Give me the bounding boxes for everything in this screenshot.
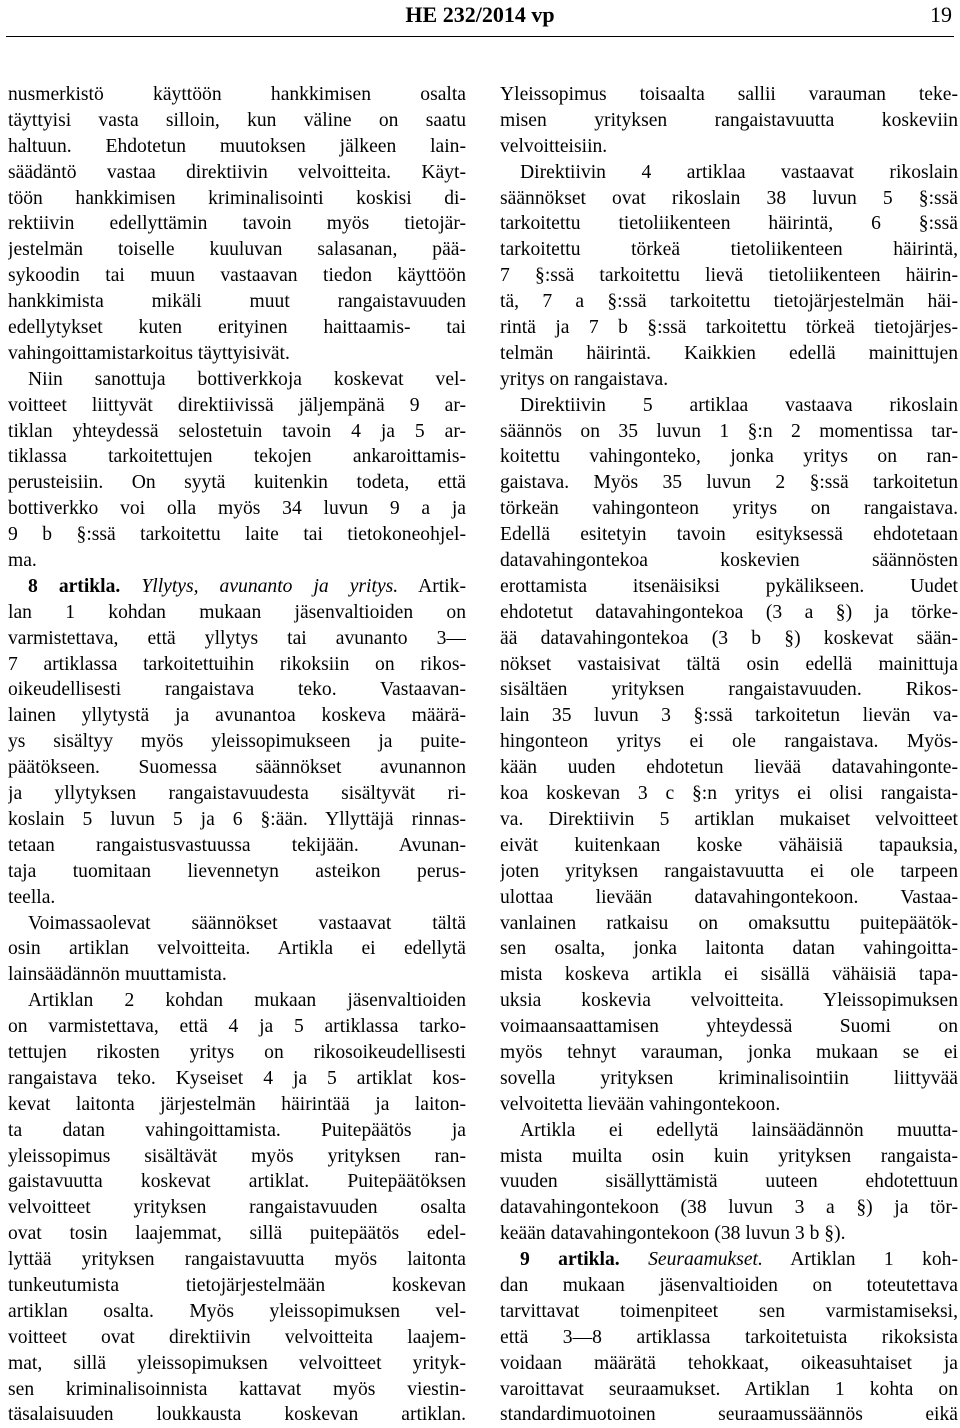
line-text: erottamista itsenäisiksi pykälikseen. Uudet: [500, 575, 958, 597]
text-line: [8, 1247, 466, 1273]
text-line: [500, 1169, 958, 1195]
right-column: [500, 82, 958, 1428]
line-text: Niin sanottuja bottiverkkoja koskevat vel-: [28, 368, 466, 390]
line-text: keään datavahingontekoon (38 luvun 3 b §).: [500, 1223, 846, 1245]
text-line: [500, 1247, 958, 1273]
text-line: [500, 729, 958, 755]
text-line: [500, 367, 958, 393]
line-text: tunkeutumista tietojärjestelmään koskevan: [8, 1274, 466, 1296]
text-line: [8, 1144, 466, 1170]
text-line: [8, 186, 466, 212]
line-text: haltuun. Ehdotetun muutoksen jälkeen lain-: [8, 135, 466, 157]
text-line: [500, 781, 958, 807]
text-line: [8, 962, 466, 988]
text-line: [8, 911, 466, 937]
text-line: [500, 211, 958, 237]
line-text: velvoitteisiin.: [500, 135, 608, 157]
line-text: osin artiklan velvoitteita. Artikla ei edellytä: [8, 938, 466, 960]
section-title: Yllytys, avunanto ja yritys.: [141, 575, 399, 597]
text-line: [8, 108, 466, 134]
text-line: [500, 1092, 958, 1118]
line-text: datavahingontekoa koskevien säännösten: [500, 550, 958, 572]
line-text: tetaan rangaistusvastuussa tekijään. Avunan-: [8, 834, 466, 856]
text-line: [500, 341, 958, 367]
text-line: [500, 1144, 958, 1170]
text-line: [8, 652, 466, 678]
text-line: [8, 470, 466, 496]
text-line: [8, 160, 466, 186]
text-line: [8, 367, 466, 393]
line-text: ehdotetut datavahingontekoa (3 a §) ja törke-: [500, 601, 958, 623]
line-text: yleissopimus sisältävät myös yrityksen ran-: [8, 1145, 466, 1167]
text-line: [8, 1169, 466, 1195]
line-text: dan mukaan jäsenvaltioiden on toteutettava: [500, 1274, 958, 1296]
line-text: standardimuotoinen seuraamussäännös eikä: [500, 1404, 958, 1426]
line-text: eivät kuitenkaan koske vähäisiä tapauksia,: [500, 834, 958, 856]
line-text: uksia koskevia velvoitteita. Yleissopimuksen: [500, 990, 958, 1012]
text-line: [8, 1066, 466, 1092]
text-line: [8, 341, 466, 367]
line-text: että 3—8 artiklassa tarkoitetuista rikoksista: [500, 1326, 958, 1348]
text-line: [8, 419, 466, 445]
line-text: sen kriminalisoinnista kattavat myös viestin-: [8, 1378, 466, 1400]
section-number: 8 artikla.: [28, 575, 121, 597]
line-text: bottiverkko voi olla myös 34 luvun 9 a ja: [8, 498, 466, 520]
line-text: kään uuden ehdotetun lievää datavahingonte-: [500, 757, 958, 779]
line-text: töön hankkimisen kriminalisointi koskisi di-: [8, 187, 466, 209]
line-text: teella.: [8, 886, 56, 908]
text-line: [500, 1014, 958, 1040]
text-line: [500, 315, 958, 341]
line-text: yritys on rangaistava.: [500, 368, 669, 390]
line-text: gaistavuutta koskevat artiklat. Puitepäätöksen: [8, 1171, 466, 1193]
line-text: on varmistettava, että 4 ja 5 artiklassa tarko-: [8, 1016, 466, 1038]
line-text: säännös on 35 luvun 1 §:n 2 momentissa tar-: [500, 420, 958, 442]
document-id: HE 232/2014 vp: [405, 2, 555, 27]
line-text: 7 §:ssä tarkoitettu lievä tietoliikenteen häirin-: [500, 265, 958, 287]
text-line: [8, 703, 466, 729]
text-line: [8, 548, 466, 574]
text-line: [8, 1118, 466, 1144]
text-line: [8, 134, 466, 160]
text-line: [8, 1351, 466, 1377]
text-line: [500, 160, 958, 186]
line-text: Edellä esitetyin tavoin esityksessä ehdotetaan: [500, 524, 958, 546]
line-text: koa koskevan 3 c §:n yritys ei olisi rangaista-: [500, 783, 958, 805]
line-text: Artiklan 2 kohdan mukaan jäsenvaltioiden: [28, 990, 466, 1012]
line-text: oikeudellisesti rangaistava teko. Vastaavan-: [8, 679, 466, 701]
text-line: [500, 859, 958, 885]
line-text: törkeän vahingonteon yritys on rangaistava.: [500, 498, 958, 520]
line-text: artiklan osalta. Myös yleissopimuksen vel-: [8, 1300, 466, 1322]
line-text: Yleissopimus toisaalta sallii varauman teke-: [500, 84, 958, 105]
text-line: [500, 807, 958, 833]
text-line: [8, 393, 466, 419]
line-text: varoittavat seuraamukset. Artiklan 1 kohta on: [500, 1378, 958, 1400]
line-text: ta datan vahingoittamista. Puitepäätös ja: [8, 1119, 466, 1141]
text-line: [500, 237, 958, 263]
line-text: mista koskeva artikla ei sisällä vähäisiä tapa-: [500, 964, 958, 986]
text-line: [8, 496, 466, 522]
text-line: [8, 936, 466, 962]
text-line: [500, 548, 958, 574]
text-line: [8, 1221, 466, 1247]
line-text: lyttää yrityksen rangaistavuutta myös laitonta: [8, 1249, 466, 1271]
line-text: ää datavahingontekoa (3 b §) koskevat sään-: [500, 627, 958, 649]
page-header: [0, 0, 960, 40]
text-line: [8, 1299, 466, 1325]
text-line: [8, 1273, 466, 1299]
text-line: [500, 833, 958, 859]
text-line: [8, 1195, 466, 1221]
text-line: [500, 186, 958, 212]
line-text: rangaistava teko. Kyseiset 4 ja 5 artiklat kos-: [8, 1067, 466, 1089]
text-line: [500, 626, 958, 652]
line-text: nusmerkistö käyttöön hankkimisen osalta: [8, 84, 466, 105]
line-text: lan 1 kohdan mukaan jäsenvaltioiden on: [8, 601, 466, 623]
text-line: [500, 289, 958, 315]
text-line: [8, 807, 466, 833]
text-line: [500, 108, 958, 134]
text-line: [8, 1040, 466, 1066]
line-text: 7 artiklassa tarkoitettuihin rikoksiin on rikos-: [8, 653, 466, 675]
text-line: [500, 1195, 958, 1221]
line-text: hankkimista mikäli muut rangaistavuuden: [8, 291, 466, 313]
text-line: [500, 82, 958, 108]
text-line: [8, 626, 466, 652]
text-line: [500, 677, 958, 703]
line-text: mista muilta osin kuin yrityksen rangaista-: [500, 1145, 958, 1167]
section-title: Seuraamukset.: [648, 1249, 763, 1271]
text-line: [500, 1066, 958, 1092]
line-text: voidaan määrätä tehokkaat, oikeasuhtaiset ja: [500, 1352, 958, 1374]
line-text: voitteet ovat direktiivin velvoitteita laajem-: [8, 1326, 466, 1348]
text-line: [8, 82, 466, 108]
line-text: misen yrityksen rangaistavuutta koskeviin: [500, 109, 958, 131]
line-text: ys sisältyy myös yleissopimukseen ja puite-: [8, 731, 466, 753]
line-text: tarvittavat toimenpiteet sen varmistamiseksi,: [500, 1300, 958, 1322]
text-line: [8, 600, 466, 626]
text-line: [500, 1299, 958, 1325]
line-text: päätökseen. Suomessa säännökset avunannon: [8, 757, 466, 779]
line-text: täsalaisuuden loukkausta koskevan artiklan.: [8, 1404, 466, 1426]
text-line: [8, 1377, 466, 1403]
page-number: 19: [930, 2, 952, 27]
line-text: täyttyisi vasta silloin, kun väline on saatu: [8, 109, 466, 131]
text-line: [8, 885, 466, 911]
line-text: voitteet liittyvät direktiivissä jäljempänä 9 ar-: [8, 394, 466, 416]
line-text: tarkoitettu tietoliikenteen häirintä, 6 §:ssä: [500, 213, 958, 235]
line-text: ovat tosin laajemmat, sillä puitepäätös edel-: [8, 1223, 466, 1245]
text-line: [8, 574, 466, 600]
text-line: [500, 496, 958, 522]
line-text: koitettu vahingonteko, jonka yritys on ran-: [500, 446, 958, 468]
section-number: 9 artikla.: [520, 1249, 620, 1271]
line-text: sisältäen yrityksen rangaistavuuden. Rikos-: [500, 679, 958, 701]
text-line: [500, 703, 958, 729]
text-line: [500, 1118, 958, 1144]
line-text: ma.: [8, 550, 37, 572]
text-line: [500, 600, 958, 626]
text-line: [500, 936, 958, 962]
line-text: Artiklan 1 koh-: [790, 1249, 958, 1271]
line-text: velvoitteet yrityksen rangaistavuuden osalta: [8, 1197, 466, 1219]
text-line: [8, 522, 466, 548]
text-line: [8, 781, 466, 807]
line-text: gaistava. Myös 35 luvun 2 §:ssä tarkoitetun: [500, 472, 958, 494]
text-line: [500, 1040, 958, 1066]
text-line: [8, 315, 466, 341]
line-text: tiklan yhteydessä selostetuin tavoin 4 ja 5 ar-: [8, 420, 466, 442]
header-rule: [6, 36, 954, 37]
line-text: tettujen rikosten yritys on rikosoikeudellisesti: [8, 1041, 466, 1063]
text-line: [8, 729, 466, 755]
line-text: Voimassaolevat säännökset vastaavat tältä: [28, 912, 466, 934]
text-line: [500, 470, 958, 496]
line-text: myös tehnyt varauman, jonka mukaan se ei: [500, 1041, 958, 1063]
line-text: tarkoitettu törkeä tietoliikenteen häirintä,: [500, 239, 958, 261]
text-line: [8, 988, 466, 1014]
line-text: sovella yrityksen kriminalisointiin liittyvää: [500, 1067, 958, 1089]
line-text: hingonteon yritys ei ole rangaistava. Myös-: [500, 731, 958, 753]
line-text: tiklassa tarkoitettujen tekojen ankaroittamis-: [8, 446, 466, 468]
line-text: joten yrityksen rangaistavuutta ei ole tarpeen: [500, 860, 958, 882]
text-line: [500, 652, 958, 678]
line-text: Artikla ei edellytä lainsäädännön muutta-: [520, 1119, 958, 1141]
text-line: [500, 1402, 958, 1428]
text-line: [500, 1221, 958, 1247]
text-line: [500, 1377, 958, 1403]
line-text: säännökset ovat rikoslain 38 luvun 5 §:ssä: [500, 187, 958, 209]
line-text: mat, sillä yleissopimuksen velvoitteet yrityk-: [8, 1352, 466, 1374]
text-line: [8, 1325, 466, 1351]
line-text: sykoodin tai muun vastaavan tiedon käyttöön: [8, 265, 466, 287]
line-text: 9 b §:ssä tarkoitettu laite tai tietokoneohjel-: [8, 524, 466, 546]
line-text: rintä ja 7 b §:ssä tarkoitettu törkeä tietojärjes-: [500, 317, 958, 339]
line-text: Direktiivin 5 artiklaa vastaava rikoslain: [520, 394, 958, 416]
line-text: nökset vastaisivat tältä osin edellä mainittuja: [500, 653, 958, 675]
text-line: [500, 962, 958, 988]
line-text: lainsäädännön muuttamista.: [8, 964, 227, 986]
text-line: [8, 755, 466, 781]
text-line: [500, 134, 958, 160]
text-line: [8, 677, 466, 703]
text-line: [500, 393, 958, 419]
text-line: [8, 1092, 466, 1118]
text-line: [8, 444, 466, 470]
text-line: [500, 419, 958, 445]
line-text: vuuden sisällyttämistä uuteen ehdotettuun: [500, 1171, 958, 1193]
text-line: [500, 885, 958, 911]
line-text: varmistettava, että yllytys tai avunanto 3—: [8, 627, 466, 649]
text-line: [8, 263, 466, 289]
line-text: Direktiivin 4 artiklaa vastaavat rikoslain: [520, 161, 958, 183]
text-line: [8, 1014, 466, 1040]
text-line: [8, 859, 466, 885]
text-line: [500, 263, 958, 289]
text-line: [500, 988, 958, 1014]
line-text: voimaansaattamisen yhteydessä Suomi on: [500, 1016, 958, 1038]
line-text: taja tuomitaan lievennetyn asteikon perus-: [8, 860, 466, 882]
text-line: [500, 574, 958, 600]
text-line: [500, 1325, 958, 1351]
line-text: lainen yllytystä ja avunantoa koskeva määrä-: [8, 705, 466, 727]
text-line: [8, 237, 466, 263]
text-line: [500, 444, 958, 470]
line-text: velvoitetta lievään vahingontekoon.: [500, 1093, 781, 1115]
line-text: rektiivin edellyttämin tavoin myös tietojär-: [8, 213, 466, 235]
line-text: ulottaa lievään datavahingontekoon. Vastaa-: [500, 886, 958, 908]
line-text: lain 35 luvun 3 §:ssä tarkoitetun lievän va-: [500, 705, 958, 727]
text-line: [500, 1351, 958, 1377]
line-text: va. Direktiivin 5 artiklan mukaiset velvoitteet: [500, 808, 958, 830]
text-line: [8, 211, 466, 237]
line-text: tä, 7 a §:ssä tarkoitettu tietojärjestelmän häi-: [500, 291, 958, 313]
line-text: vahingoittamistarkoitus täyttyisivät.: [8, 342, 290, 364]
line-text: säädäntö vastaa direktiivin velvoitteita. Käyt-: [8, 161, 466, 183]
text-line: [8, 289, 466, 315]
text-line: [500, 755, 958, 781]
text-line: [8, 1402, 466, 1428]
line-text: edellytykset kuten erityinen haittaamis- tai: [8, 317, 466, 339]
line-text: sen osalta, jonka laitonta datan vahingoitta-: [500, 938, 958, 960]
text-line: [8, 833, 466, 859]
line-text: perusteisiin. On syytä kuitenkin todeta, että: [8, 472, 466, 494]
text-line: [500, 522, 958, 548]
line-text: koslain 5 luvun 5 ja 6 §:ään. Yllyttäjä rinnas-: [8, 808, 466, 830]
text-line: [500, 1273, 958, 1299]
line-text: jestelmän toiselle kuuluvan salasanan, pää-: [8, 239, 466, 261]
left-column: [8, 82, 466, 1428]
line-text: datavahingontekoon (38 luvun 3 a §) ja tör-: [500, 1197, 958, 1219]
line-text: telmän häirintä. Kaikkien edellä mainittujen: [500, 342, 958, 364]
line-text: ja yllytyksen rangaistavuudesta sisältyvät ri-: [8, 783, 466, 805]
line-text: vanlainen ratkaisu on omaksuttu puitepäätök-: [500, 912, 958, 934]
line-text: kevat laitonta järjestelmän häirintää ja laiton-: [8, 1093, 466, 1115]
line-text: Artik-: [418, 575, 466, 597]
text-line: [500, 911, 958, 937]
